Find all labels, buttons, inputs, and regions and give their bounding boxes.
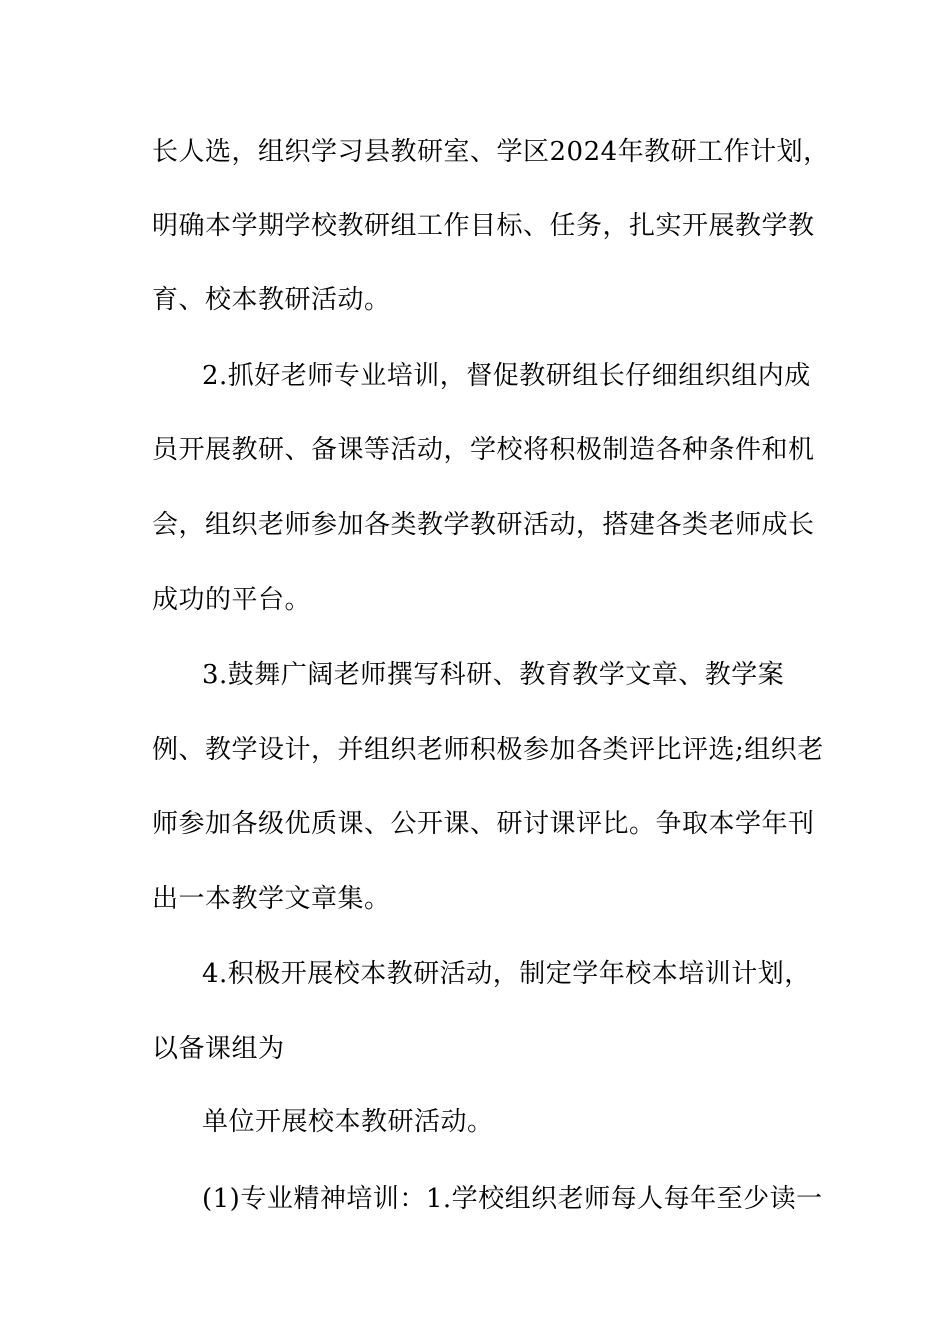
text-line: 师参加各级优质课、公开课、研讨课评比。争取本学年刊 xyxy=(152,809,815,839)
paragraph-start-line: 3.鼓舞广阔老师撰写科研、教育教学文章、教学案 xyxy=(202,660,785,690)
paragraph-start-line: 4.积极开展校本教研活动，制定学年校本培训计划， xyxy=(202,959,811,989)
paragraph-start-line: 2.抓好老师专业培训，督促教研组长仔细组织组内成 xyxy=(202,361,811,391)
text-line: 成功的平台。 xyxy=(152,585,312,615)
text-line: 出一本教学文章集。 xyxy=(152,884,391,914)
text-line: 例、教学设计，并组织老师积极参加各类评比评选;组织老 xyxy=(152,735,824,765)
text-line: 会，组织老师参加各类教学教研活动，搭建各类老师成长 xyxy=(152,510,815,540)
text-line: 明确本学期学校教研组工作目标、任务，扎实开展教学教 xyxy=(152,211,815,241)
paragraph-start-line: 单位开展校本教研活动。 xyxy=(202,1107,494,1137)
text-line: 育、校本教研活动。 xyxy=(152,285,391,315)
paragraph-start-line: (1)专业精神培训：1.学校组织老师每人每年至少读一 xyxy=(202,1184,823,1214)
text-line: 员开展教研、备课等活动，学校将积极制造各种条件和机 xyxy=(152,435,815,465)
text-line: 长人选，组织学习县教研室、学区2024年教研工作计划， xyxy=(152,137,830,167)
text-line: 以备课组为 xyxy=(152,1034,285,1064)
